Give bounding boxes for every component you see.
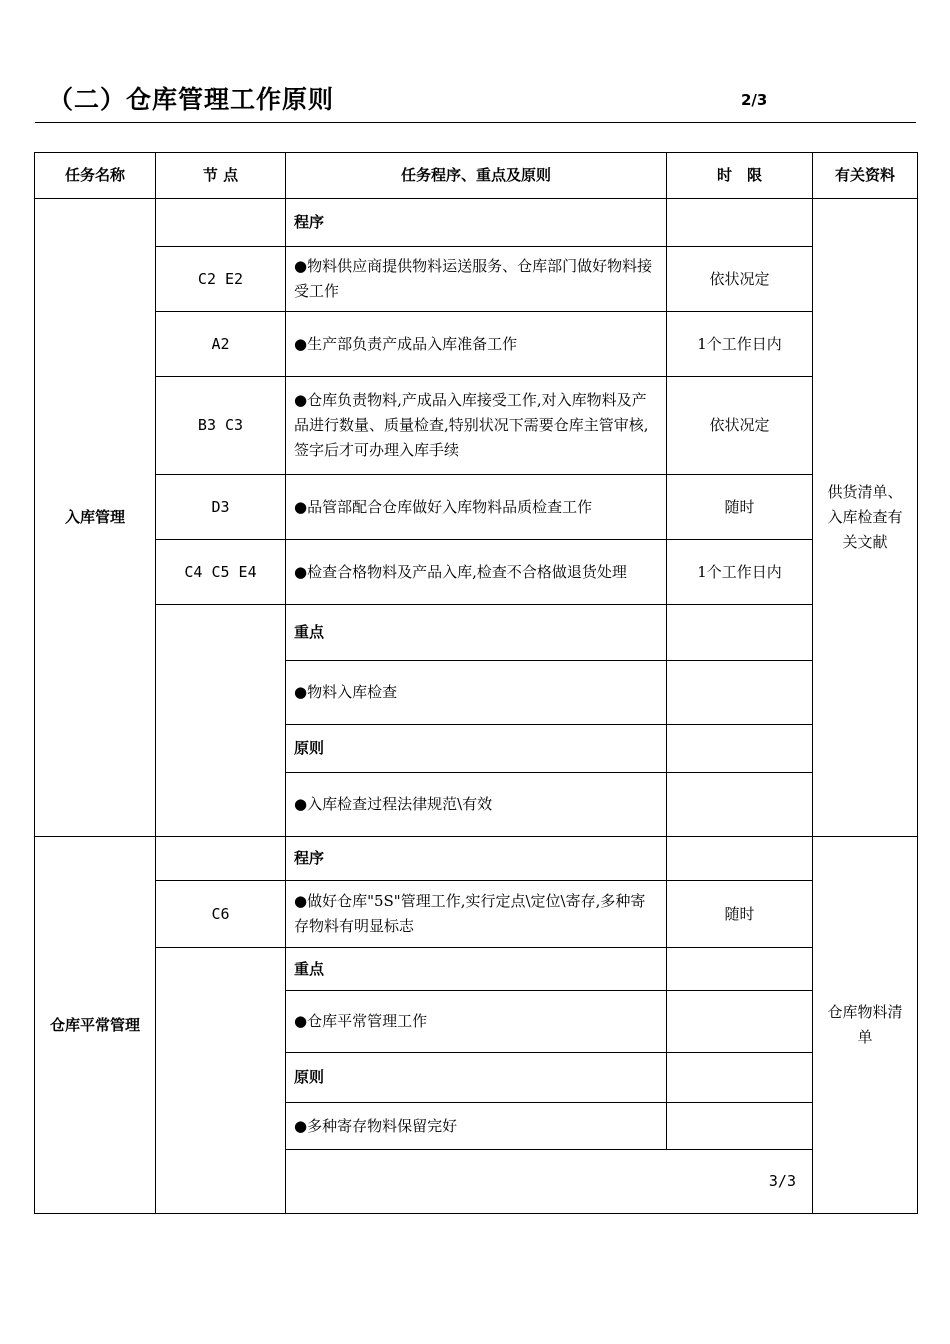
section-label: 原则 <box>286 725 667 773</box>
reference-text: 仓库物料清单 <box>827 1003 903 1046</box>
task-name-cell: 仓库平常管理 <box>35 837 156 1214</box>
time-limit-cell: 依状况定 <box>667 377 813 475</box>
column-header-node: 节 点 <box>156 153 286 199</box>
time-limit-cell: 1个工作日内 <box>667 312 813 377</box>
time-limit-cell <box>667 837 813 881</box>
time-limit-cell <box>667 199 813 247</box>
section-label: 重点 <box>286 605 667 661</box>
page-number: 2/3 <box>741 91 768 109</box>
header-divider <box>35 122 916 123</box>
column-header-procedure: 任务程序、重点及原则 <box>286 153 667 199</box>
node-cell <box>156 605 286 837</box>
procedure-cell: ●仓库平常管理工作 <box>286 991 667 1053</box>
node-cell <box>156 199 286 247</box>
reference-cell <box>813 837 918 1214</box>
time-limit-cell <box>667 1103 813 1150</box>
table-row <box>35 948 918 991</box>
section-label: 程序 <box>286 837 667 881</box>
section-label: 原则 <box>286 1053 667 1103</box>
time-limit-cell <box>667 991 813 1053</box>
node-cell: B3 C3 <box>156 377 286 475</box>
procedure-cell: ●做好仓库"5S"管理工作,实行定点\定位\寄存,多种寄存物料有明显标志 <box>286 881 667 948</box>
node-cell: C4 C5 E4 <box>156 540 286 605</box>
column-header-task-name: 任务名称 <box>35 153 156 199</box>
node-cell <box>156 837 286 881</box>
table-header-row <box>35 153 918 199</box>
page-title: （二）仓库管理工作原则 <box>48 85 335 114</box>
node-cell: C2 E2 <box>156 247 286 312</box>
reference-cell <box>813 199 918 837</box>
table-row <box>35 540 918 605</box>
table-row <box>35 605 918 661</box>
procedure-cell: ●品管部配合仓库做好入库物料品质检查工作 <box>286 475 667 540</box>
table-row <box>35 377 918 475</box>
procedure-cell: ●生产部负责产成品入库准备工作 <box>286 312 667 377</box>
reference-text: 供货清单、入库检查有关文献 <box>827 483 903 551</box>
column-header-reference: 有关资料 <box>813 153 918 199</box>
time-limit-cell <box>667 725 813 773</box>
table-row <box>35 199 918 247</box>
time-limit-cell <box>667 773 813 837</box>
table-row <box>35 247 918 312</box>
table-row <box>35 475 918 540</box>
node-cell: A2 <box>156 312 286 377</box>
node-cell <box>156 948 286 1214</box>
table-row <box>35 881 918 948</box>
table-row <box>35 312 918 377</box>
table-row <box>35 837 918 881</box>
time-limit-cell <box>667 661 813 725</box>
procedure-cell: ●物料供应商提供物料运送服务、仓库部门做好物料接受工作 <box>286 247 667 312</box>
procedure-cell: ●物料入库检查 <box>286 661 667 725</box>
node-cell: C6 <box>156 881 286 948</box>
time-limit-cell <box>667 605 813 661</box>
time-limit-cell <box>667 948 813 991</box>
procedure-cell: ●入库检查过程法律规范\有效 <box>286 773 667 837</box>
procedure-cell: ●仓库负责物料,产成品入库接受工作,对入库物料及产品进行数量、质量检查,特别状况下需要仓库主管审核,签字后才可办理入库手续 <box>286 377 667 475</box>
time-limit-cell: 依状况定 <box>667 247 813 312</box>
procedure-cell: ●多种寄存物料保留完好 <box>286 1103 667 1150</box>
warehouse-principles-table <box>34 152 918 1214</box>
node-cell: D3 <box>156 475 286 540</box>
section-label: 程序 <box>286 199 667 247</box>
column-header-time-limit: 时 限 <box>667 153 813 199</box>
time-limit-cell: 随时 <box>667 475 813 540</box>
procedure-cell: ●检查合格物料及产品入库,检查不合格做退货处理 <box>286 540 667 605</box>
task-name-cell: 入库管理 <box>35 199 156 837</box>
time-limit-cell: 随时 <box>667 881 813 948</box>
time-limit-cell <box>667 1053 813 1103</box>
page-footer-number: 3/3 <box>286 1150 813 1214</box>
time-limit-cell: 1个工作日内 <box>667 540 813 605</box>
section-label: 重点 <box>286 948 667 991</box>
